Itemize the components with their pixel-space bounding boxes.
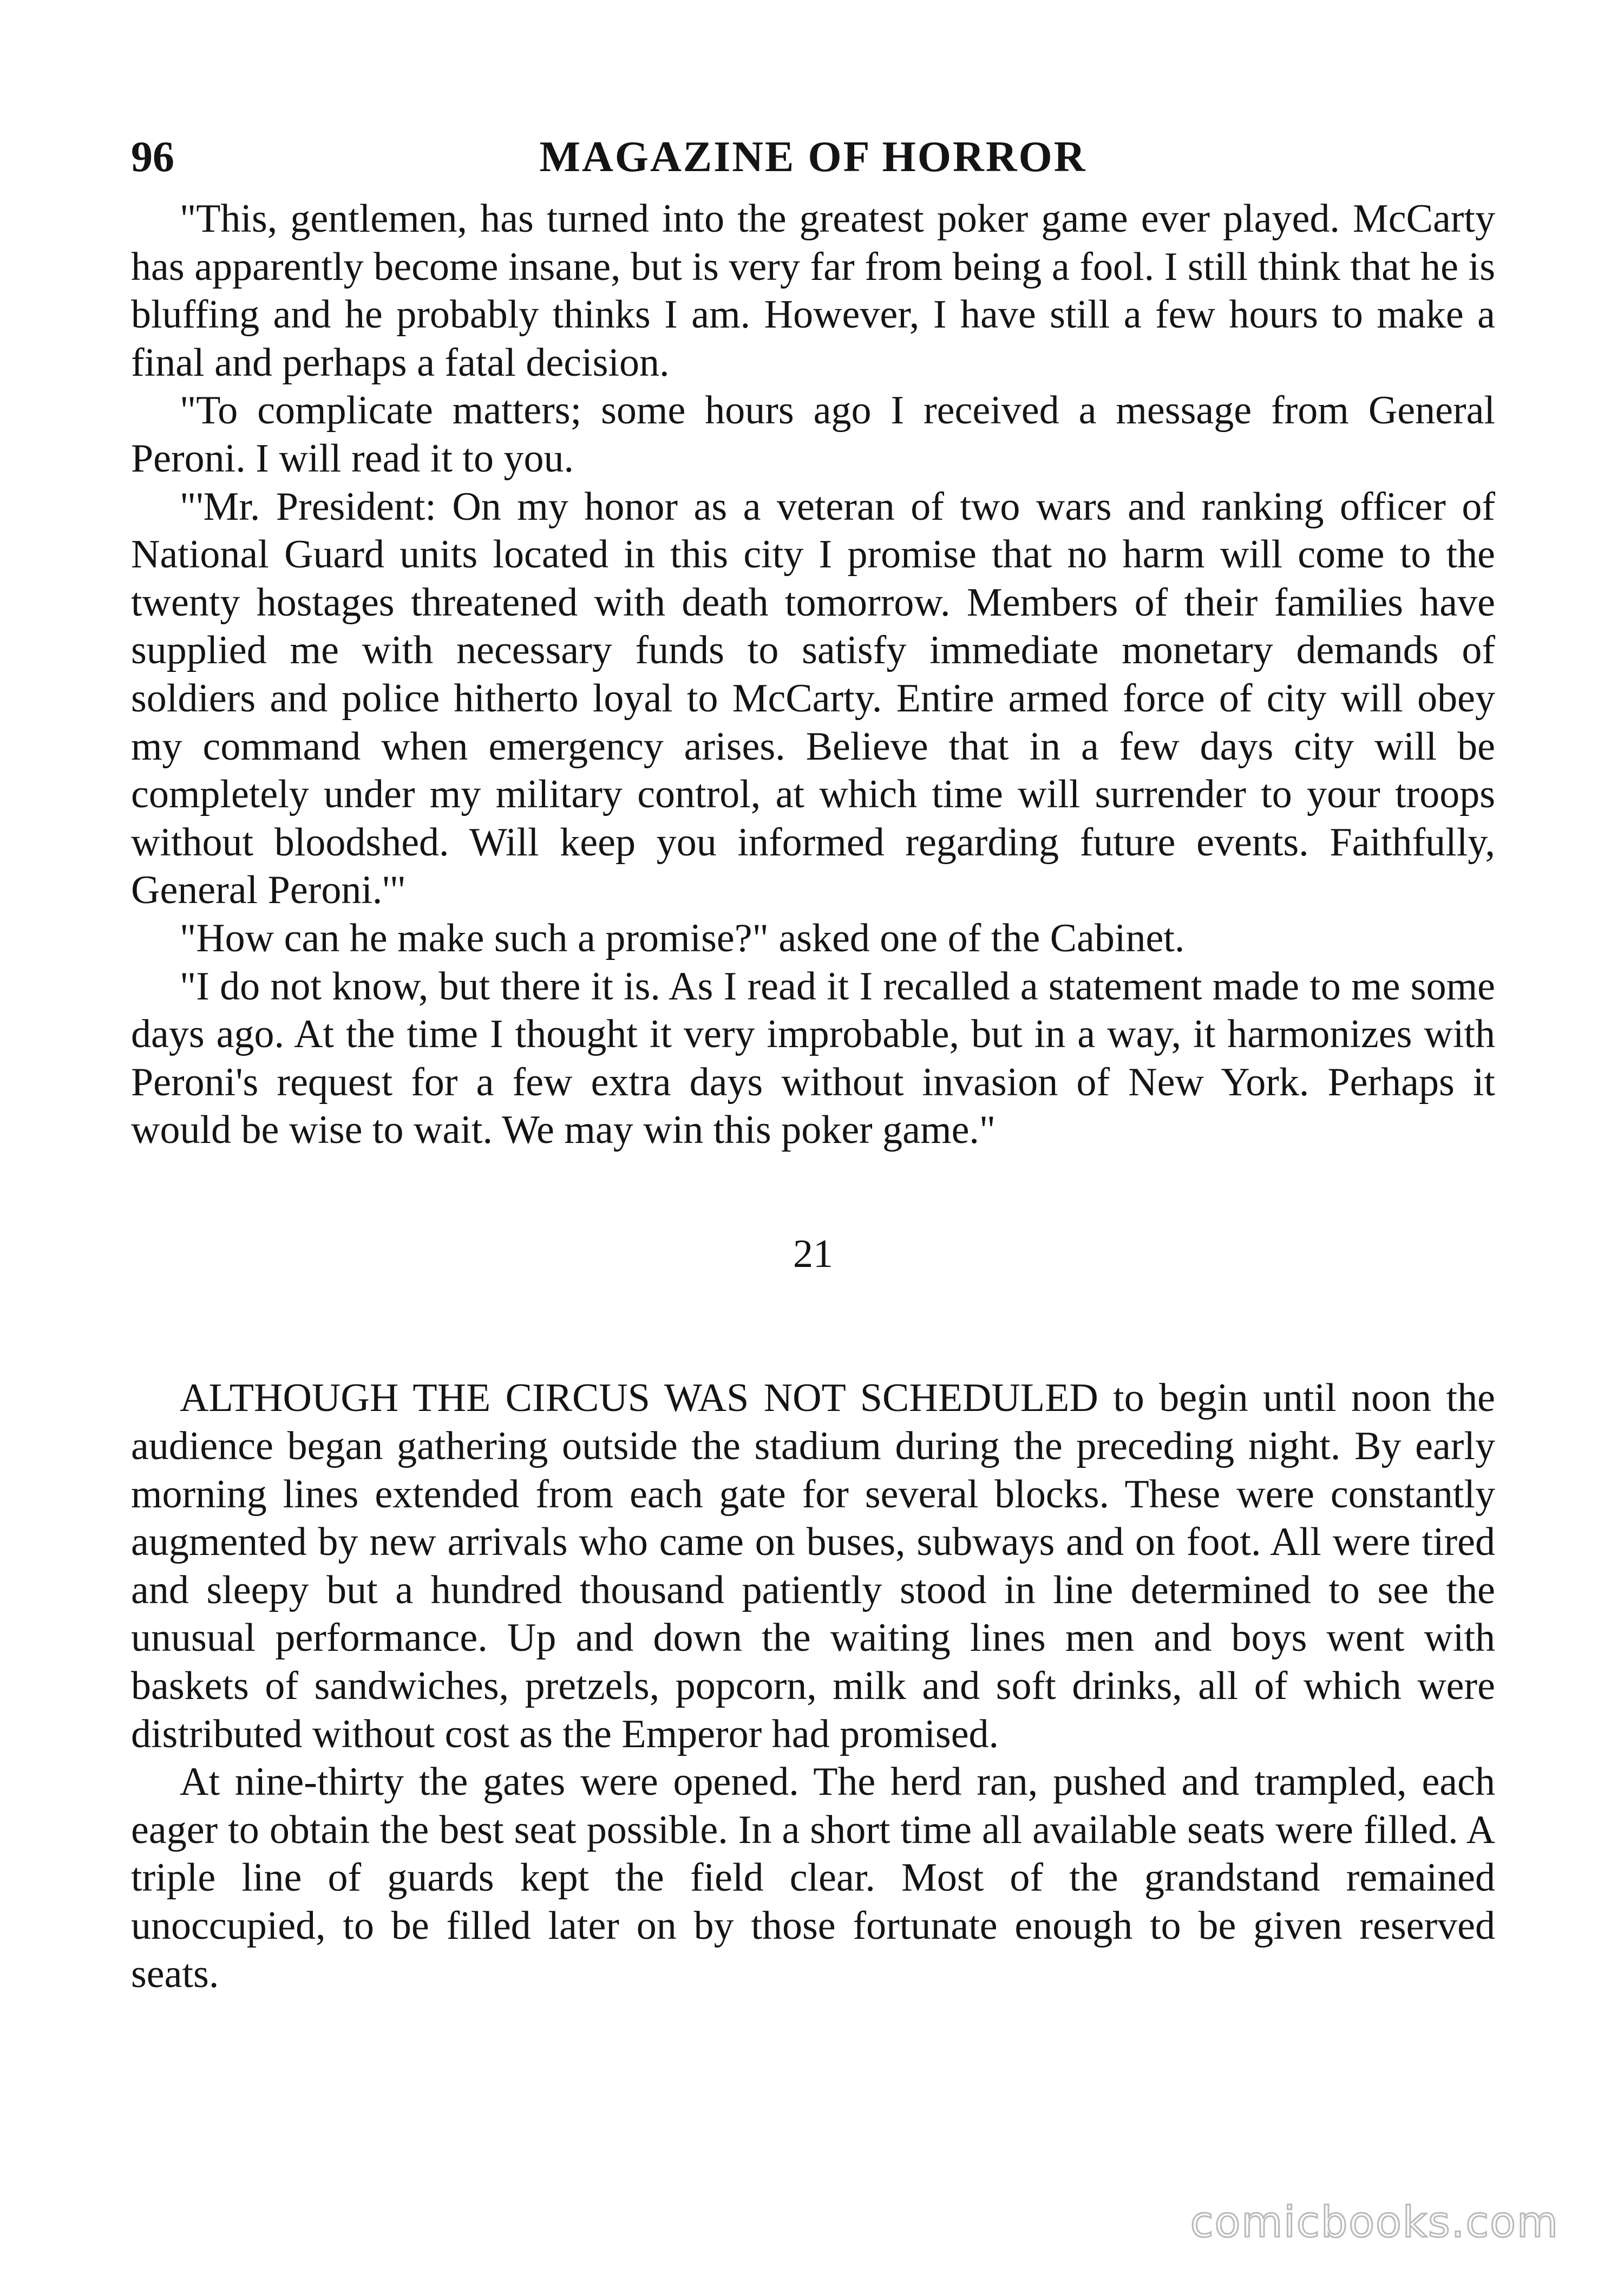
section-spacer [131, 1278, 1495, 1374]
paragraph: ALTHOUGH THE CIRCUS WAS NOT SCHEDULED to begin until noon the audience began gathering outside the stadium during the preceding night. By early morning lines extended from each gate for several blocks. These were constantly augmented by new arrivals who came on buses, subways and on foot. All were tired and sleepy but a hundred thousand patiently stood in line determined to see the unusual performance. Up and down the waiting lines men and boys went with baskets of sandwiches, pretzels, popcorn, milk and soft drinks, all of which were distributed without cost as the Emperor had promised. [131, 1376, 1495, 1756]
watermark: comicbooks.com [1190, 2198, 1559, 2247]
paragraph: "How can he make such a promise?" asked one of the Cabinet. [180, 916, 1185, 960]
paragraph: "This, gentlemen, has turned into the greatest poker game ever played. McCarty has apparently become insane, but is very far from being a fool. I still think that he is bluffing and he probably thinks I am. However, I have still a few hours to make a final and perhaps a fatal decision. [131, 197, 1495, 385]
paragraph: "To complicate matters; some hours ago I received a message from General Peroni. I will read it to you. [131, 388, 1495, 481]
paragraph: "'Mr. President: On my honor as a veteran of two wars and ranking officer of National Guard units located in this city I promise that no harm will come to the twenty hostages threatened with death tomorrow. Members of their families have supplied me with necessary funds to satisfy immediate monetary demands of soldiers and police hitherto loyal to McCarty. Entire armed force of city will obey my command when emergency arises. Believe that in a few days city will be completely under my military control, at which time will surrender to your troops without bloodshed. Will keep you informed regarding future events. Faithfully, General Peroni.'" [131, 484, 1495, 913]
running-title: MAGAZINE OF HORROR [539, 133, 1087, 181]
page-number: 96 [131, 133, 174, 181]
page-header [131, 119, 1495, 195]
paragraph: "I do not know, but there it is. As I read it I recalled a statement made to me some days ago. At the time I thought it very improbable, but in a way, it harmonizes with Peroni's request for a few extra days without invasion of New York. Perhaps it would be wise to wait. We may win this poker game." [131, 964, 1495, 1153]
chapter-number: 21 [793, 1231, 833, 1276]
paragraph: At nine-thirty the gates were opened. The herd ran, pushed and trampled, each eager to obtain the best seat possible. In a short time all available seats were filled. A triple line of guards kept the field clear. Most of the grandstand remained unoccupied, to be filled later on by those fortunate enough to be given reserved seats. [131, 1760, 1495, 1996]
body-text-after-chapter [131, 1374, 1495, 1998]
section-spacer [131, 1154, 1495, 1230]
book-page [131, 119, 1495, 1998]
body-text-before-chapter [131, 195, 1495, 1154]
